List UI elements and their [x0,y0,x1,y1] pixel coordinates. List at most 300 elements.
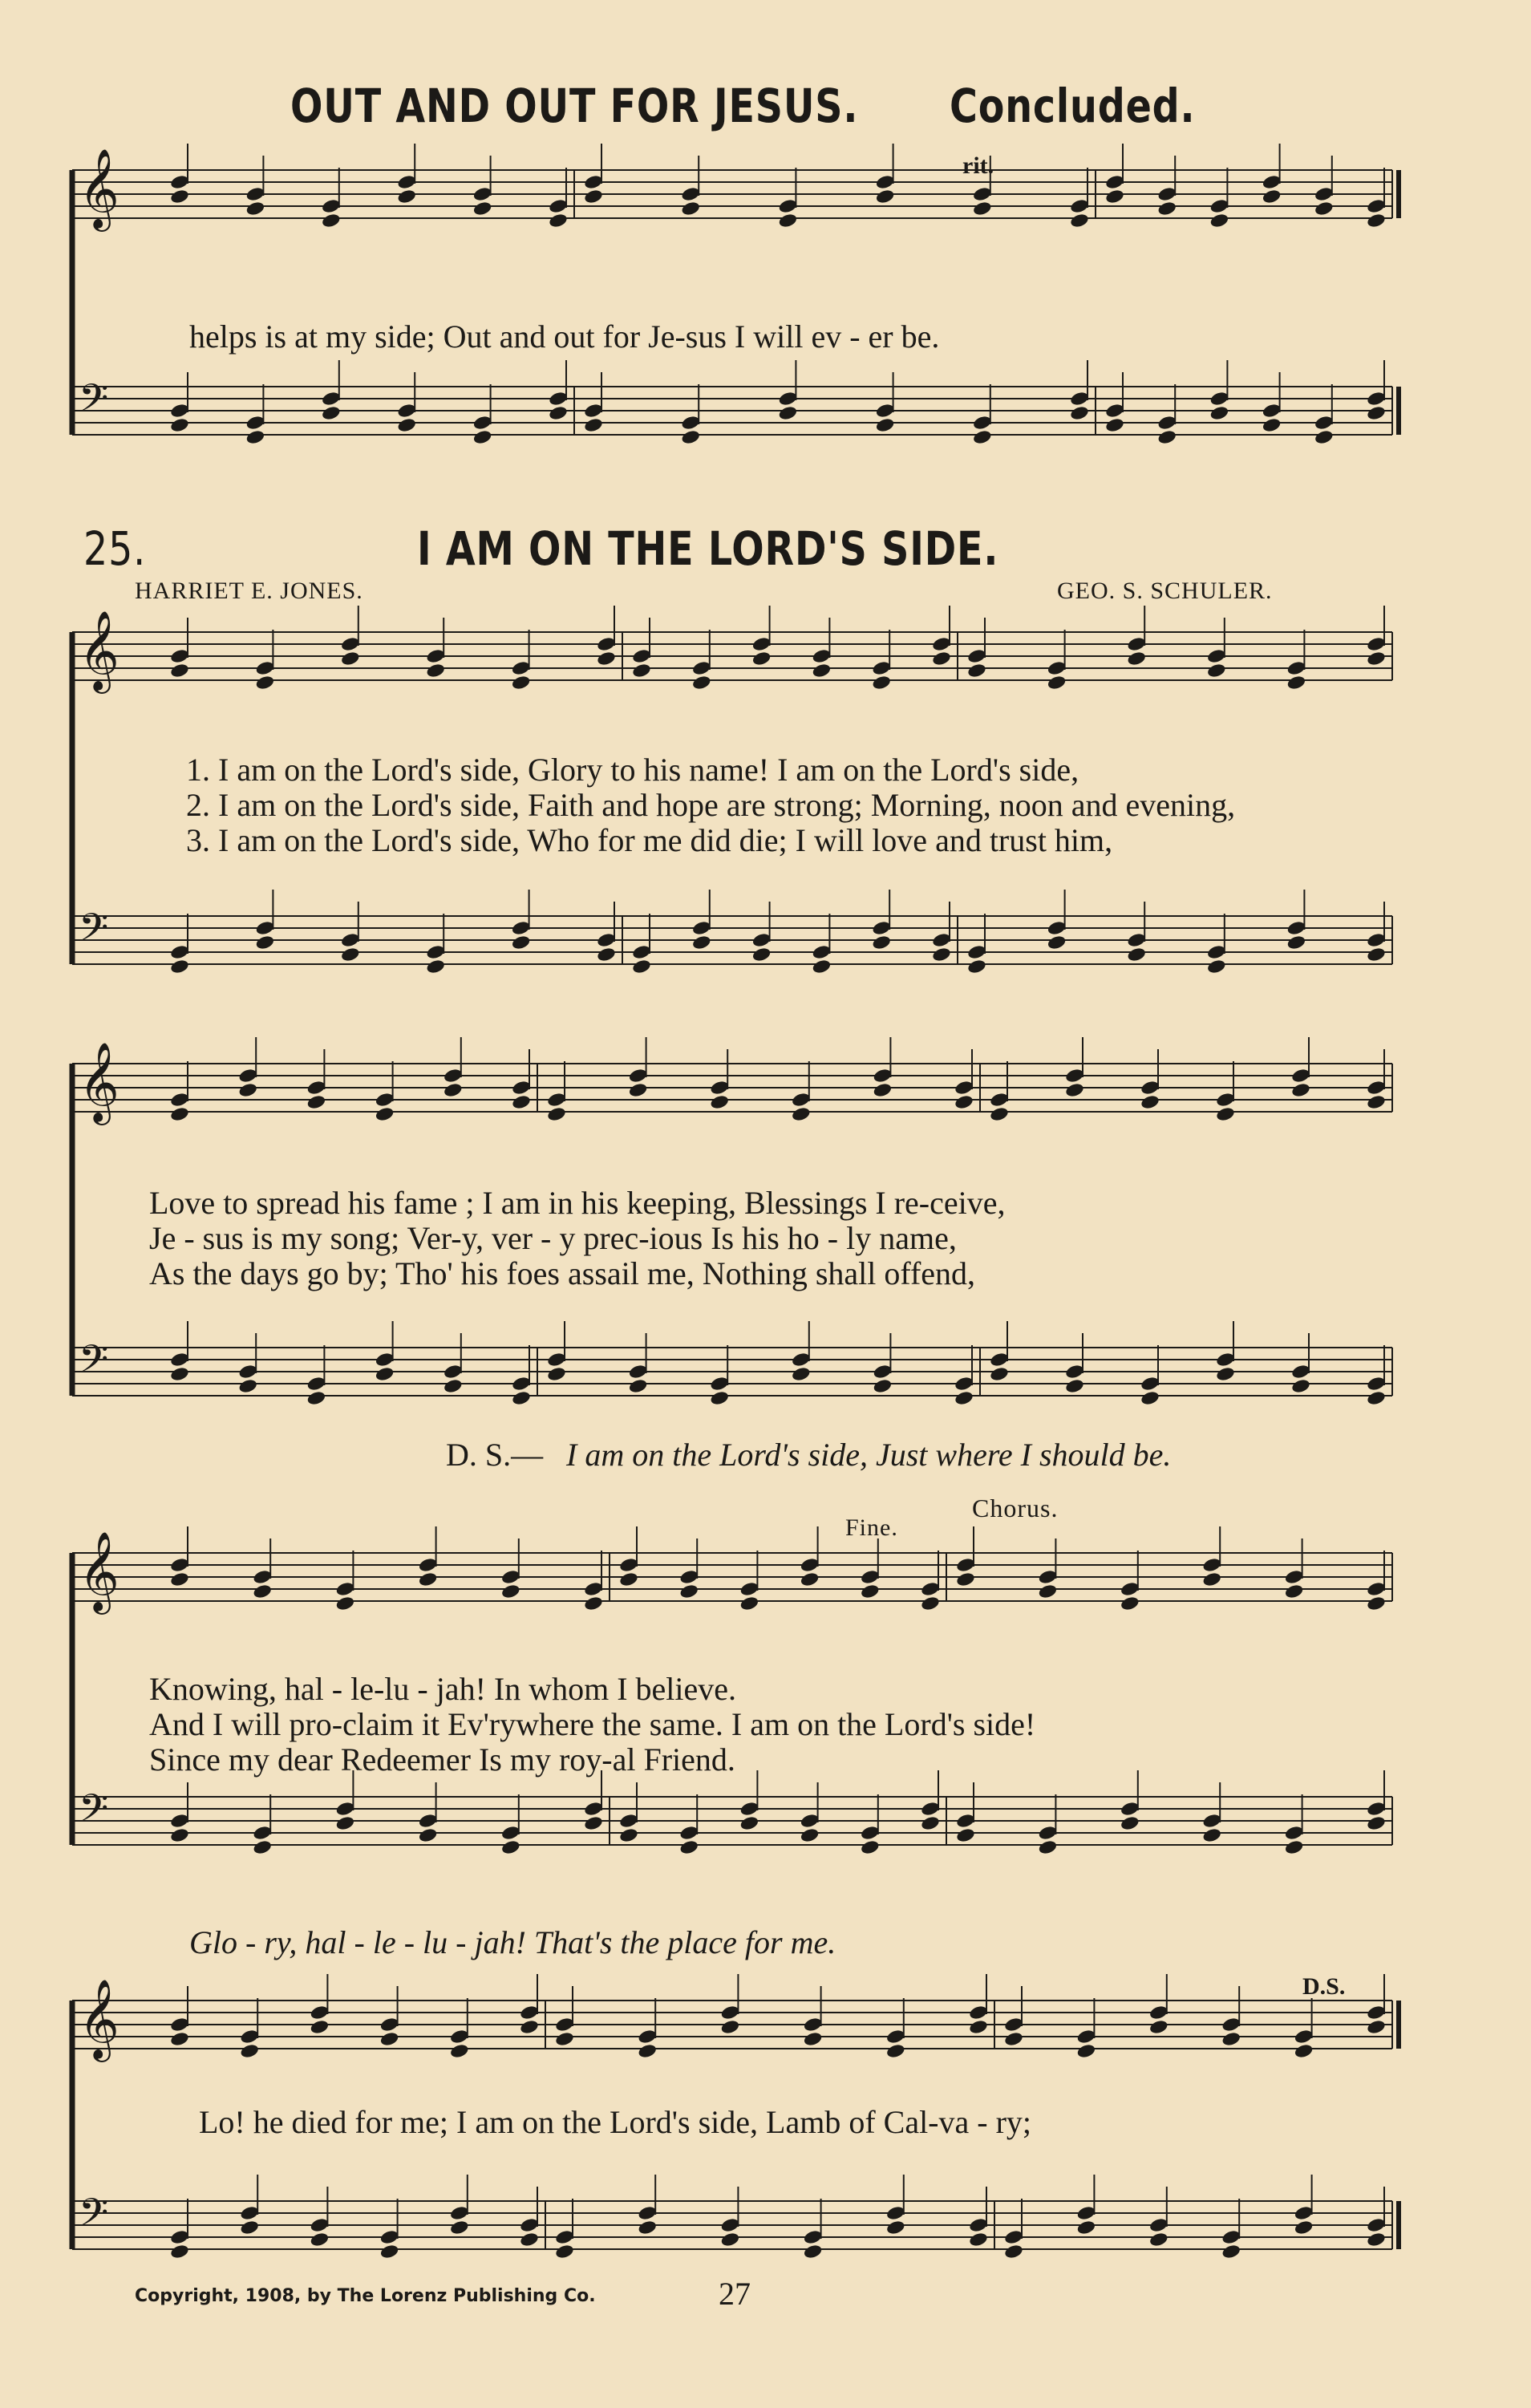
note-head [1215,1366,1235,1383]
note-head [1038,1569,1058,1586]
note-head [443,1364,463,1380]
note-head [511,1080,531,1097]
note-head [778,405,798,422]
note-head [1206,959,1226,975]
note-head [873,1364,893,1380]
note-head [1076,2205,1096,2222]
note-head [554,2031,574,2048]
note-head [631,944,651,961]
note-head [875,174,895,191]
note-head [1206,944,1226,961]
note-head [1366,2005,1386,2021]
note-head [500,1825,520,1842]
note-head [169,959,189,975]
note-head [449,2043,469,2060]
note-head [245,415,265,432]
note-head [1314,186,1334,203]
note-head [678,1839,699,1856]
note-head [375,1352,395,1368]
note-head [239,2219,259,2236]
note-head [511,934,531,951]
note-head [443,1378,463,1395]
note-head [1047,920,1067,937]
note-head [1366,1080,1386,1097]
note-head [920,1815,940,1832]
note-head [972,186,992,203]
note-head [1201,1557,1221,1574]
note-head [583,403,603,420]
note-head [519,2019,539,2036]
music-by: GEO. S. SCHULER. [1057,578,1273,604]
note-head [803,2229,823,2246]
note-head [885,2029,905,2045]
note-head [449,2029,469,2045]
note-head [472,429,492,446]
note-head [739,1801,759,1818]
note-head [751,636,772,653]
note-head [169,663,189,679]
note-head [1064,1364,1084,1380]
top-hymn-concluded: Concluded. [950,79,1196,133]
note-head [335,1581,355,1598]
note-head [335,1801,355,1818]
note-head [955,1571,975,1588]
note-head [511,1376,531,1393]
note-head [169,648,189,665]
note-head [966,648,986,665]
note-head [1314,429,1334,446]
note-head [335,1815,355,1832]
note-head [1140,1390,1160,1407]
note-head [548,391,568,407]
note-head [596,651,616,667]
note-head [1003,2017,1023,2033]
note-head [583,1581,603,1598]
note-head [500,1569,520,1586]
note-head [375,1092,395,1109]
note-head [335,1595,355,1612]
note-head [800,1813,820,1830]
note-head [596,932,616,949]
top-hymn-title: OUT AND OUT FOR JESUS. [290,79,859,133]
note-head [720,2232,740,2248]
note-head [1366,651,1386,667]
note-head [396,403,416,420]
note-head [989,1106,1009,1123]
bass-clef-icon: 𝄢 [79,2190,109,2244]
note-head [691,660,711,677]
note-head [310,2232,330,2248]
note-head [1366,405,1386,422]
note-head [791,1092,811,1109]
note-head [169,2229,189,2246]
note-head [1290,1082,1310,1099]
note-head [1262,174,1282,191]
note-head [237,1068,257,1084]
note-head [1209,198,1229,215]
note-head [306,1390,326,1407]
note-head [1003,2229,1023,2246]
note-head [169,944,189,961]
note-head [1294,2205,1314,2222]
note-head [885,2205,905,2222]
note-head [1038,1825,1058,1842]
bass-clef-icon: 𝄢 [79,1336,109,1391]
note-head [1003,2244,1023,2260]
treble-clef-icon: 𝄞 [79,148,119,229]
note-head [245,429,265,446]
note-head [1366,2232,1386,2248]
note-head [169,1366,189,1383]
note-head [1148,2232,1169,2248]
treble-clef-icon: 𝄞 [79,610,119,691]
note-head [778,391,798,407]
note-head [1206,663,1226,679]
note-head [1064,1378,1084,1395]
note-head [1206,648,1226,665]
note-head [1286,934,1306,951]
note-head [1126,932,1146,949]
note-head [1290,1068,1310,1084]
note-head [306,1080,326,1097]
chorus-line: Glo - ry, hal - le - lu - jah! That's the place for me. [189,1924,836,1960]
note-head [968,2217,988,2234]
note-head [1366,636,1386,653]
note-head [169,2031,189,2048]
note-head [546,1106,566,1123]
note-head [972,415,992,432]
note-head [443,1068,463,1084]
note-head [678,1583,699,1600]
note-head [812,959,832,975]
note-head [418,1827,438,1844]
note-head [680,186,700,203]
note-head [546,1352,566,1368]
note-head [968,2232,988,2248]
note-head [791,1352,811,1368]
note-head [583,189,603,205]
note-head [1104,403,1124,420]
note-head [1201,1813,1221,1830]
note-head [1140,1080,1160,1097]
bass-clef-icon: 𝄢 [79,905,109,959]
note-head [1286,920,1306,937]
note-head [306,1094,326,1111]
note-head [255,920,275,937]
note-head [583,1815,603,1832]
note-head [954,1390,974,1407]
note-head [1069,405,1089,422]
note-head [791,1106,811,1123]
note-head [583,174,603,191]
note-head [637,2043,657,2060]
s1-lyric-2: 2. I am on the Lord's side, Faith and hope are strong; Morning, noon and evening, [186,787,1236,823]
note-head [631,959,651,975]
note-head [425,959,445,975]
top-hymn-lyric: helps is at my side; Out and out for Je-sus I will ev - er be. [189,318,940,355]
note-head [1366,932,1386,949]
note-head [511,1390,531,1407]
note-head [803,2017,823,2033]
note-head [1148,2019,1169,2036]
note-head [1221,2017,1241,2033]
note-head [1156,429,1177,446]
note-head [546,1366,566,1383]
note-head [169,417,189,434]
note-head [252,1825,272,1842]
note-head [873,1082,893,1099]
fine-marking: Fine. [845,1514,898,1541]
note-head [321,405,341,422]
note-head [955,1557,975,1574]
note-head [500,1583,520,1600]
note-head [449,2219,469,2236]
note-head [920,1595,940,1612]
note-head [472,201,492,217]
note-head [989,1352,1009,1368]
bass-clef-icon: 𝄢 [79,1786,109,1840]
note-head [812,663,832,679]
note-head [800,1827,820,1844]
note-head [1366,198,1386,215]
note-head [511,1094,531,1111]
note-head [966,959,986,975]
note-head [237,1082,257,1099]
note-head [310,2005,330,2021]
note-head [1209,391,1229,407]
note-head [885,2043,905,2060]
note-head [709,1376,729,1393]
note-head [237,1378,257,1395]
note-head [1366,947,1386,963]
note-head [871,920,891,937]
note-head [321,213,341,229]
note-head [472,415,492,432]
note-head [375,1366,395,1383]
note-head [1366,1094,1386,1111]
note-head [546,1092,566,1109]
note-head [169,174,189,191]
note-head [554,2017,574,2033]
hymn-title: I AM ON THE LORD'S SIDE. [417,521,999,576]
note-head [1120,1815,1140,1832]
note-head [583,417,603,434]
note-head [739,1581,759,1598]
note-head [1294,2219,1314,2236]
note-head [340,947,360,963]
note-head [237,1364,257,1380]
note-head [472,186,492,203]
note-head [720,2005,740,2021]
note-head [396,417,416,434]
note-head [500,1839,520,1856]
note-head [306,1376,326,1393]
note-head [425,648,445,665]
note-head [1221,2031,1241,2048]
note-head [1314,201,1334,217]
treble-clef-icon: 𝄞 [79,1042,119,1122]
note-head [418,1571,438,1588]
note-head [519,2232,539,2248]
note-head [252,1569,272,1586]
note-head [449,2205,469,2222]
note-head [800,1557,820,1574]
note-head [1366,1595,1386,1612]
note-head [1209,213,1229,229]
note-head [340,651,360,667]
note-head [425,663,445,679]
note-head [1140,1094,1160,1111]
words-by: HARRIET E. JONES. [135,578,363,604]
note-head [720,2019,740,2036]
note-head [691,920,711,937]
note-head [519,2217,539,2234]
note-head [873,1068,893,1084]
note-head [239,2043,259,2060]
note-head [1294,2043,1314,2060]
note-head [931,932,951,949]
note-head [511,920,531,937]
note-head [637,2029,657,2045]
note-head [239,2029,259,2045]
note-head [1366,391,1386,407]
note-head [739,1815,759,1832]
note-head [968,2019,988,2036]
note-head [379,2017,399,2033]
note-head [169,1827,189,1844]
note-head [966,944,986,961]
note-head [920,1581,940,1598]
note-head [255,660,275,677]
note-head [1140,1376,1160,1393]
note-head [860,1569,880,1586]
note-head [396,189,416,205]
bass-clef-icon: 𝄢 [79,375,109,430]
note-head [1064,1068,1084,1084]
note-head [1215,1092,1235,1109]
note-head [628,1378,648,1395]
note-head [871,660,891,677]
note-head [379,2244,399,2260]
note-head [875,403,895,420]
treble-clef-icon: 𝄞 [79,1979,119,2059]
note-head [751,932,772,949]
note-head [637,2219,657,2236]
note-head [1069,198,1089,215]
note-head [1314,415,1334,432]
treble-clef-icon: 𝄞 [79,1531,119,1611]
s4-lyric: Lo! he died for me; I am on the Lord's side, Lamb of Cal-va - ry; [199,2104,1032,2140]
note-head [1290,1378,1310,1395]
note-head [778,198,798,215]
note-head [255,934,275,951]
ds-label: D. S.— [446,1437,544,1473]
note-head [628,1364,648,1380]
note-head [1156,201,1177,217]
note-head [871,934,891,951]
note-head [1366,2217,1386,2234]
note-head [321,391,341,407]
note-head [1047,934,1067,951]
s3-lyric-2: And I will pro-claim it Ev'rywhere the same. I am on the Lord's side! [149,1706,1036,1742]
note-head [628,1068,648,1084]
note-head [554,2244,574,2260]
note-head [931,651,951,667]
ds-mark: D.S. [1302,1973,1346,2000]
note-head [169,1352,189,1368]
note-head [618,1571,638,1588]
note-head [875,189,895,205]
note-head [691,675,711,691]
note-head [511,660,531,677]
note-head [245,201,265,217]
note-head [860,1583,880,1600]
note-head [803,2031,823,2048]
note-head [1366,1390,1386,1407]
note-head [1156,415,1177,432]
note-head [1286,660,1306,677]
note-head [791,1366,811,1383]
note-head [1069,391,1089,407]
note-head [1076,2029,1096,2045]
note-head [1104,417,1124,434]
note-head [519,2005,539,2021]
s2-lyric-1: Love to spread his fame ; I am in his keeping, Blessings I re-ceive, [149,1185,1006,1221]
note-head [169,403,189,420]
note-head [375,1106,395,1123]
note-head [1076,2219,1096,2236]
note-head [860,1825,880,1842]
note-head [1148,2005,1169,2021]
note-head [1221,2229,1241,2246]
note-head [885,2219,905,2236]
note-head [1294,2029,1314,2045]
note-head [954,1094,974,1111]
note-head [1120,1581,1140,1598]
note-head [1126,651,1146,667]
note-head [425,944,445,961]
note-head [379,2031,399,2048]
note-head [709,1080,729,1097]
note-head [803,2244,823,2260]
s3-lyric-1: Knowing, hal - le-lu - jah! In whom I believe. [149,1671,737,1707]
note-head [968,2005,988,2021]
note-head [875,417,895,434]
note-head [1126,947,1146,963]
note-head [169,1557,189,1574]
note-head [255,675,275,691]
note-head [511,675,531,691]
s2-lyric-3: As the days go by; Tho' his foes assail me, Nothing shall offend, [149,1255,976,1291]
note-head [1215,1352,1235,1368]
note-head [678,1825,699,1842]
note-head [873,1378,893,1395]
note-head [1209,405,1229,422]
note-head [954,1376,974,1393]
note-head [812,648,832,665]
hymn-number: 25. [83,521,147,576]
note-head [812,944,832,961]
note-head [1284,1583,1304,1600]
note-head [955,1813,975,1830]
note-head [1076,2043,1096,2060]
note-head [169,1813,189,1830]
note-head [1038,1839,1058,1856]
note-head [548,198,568,215]
note-head [169,2017,189,2033]
note-head [1366,213,1386,229]
note-head [1366,1376,1386,1393]
